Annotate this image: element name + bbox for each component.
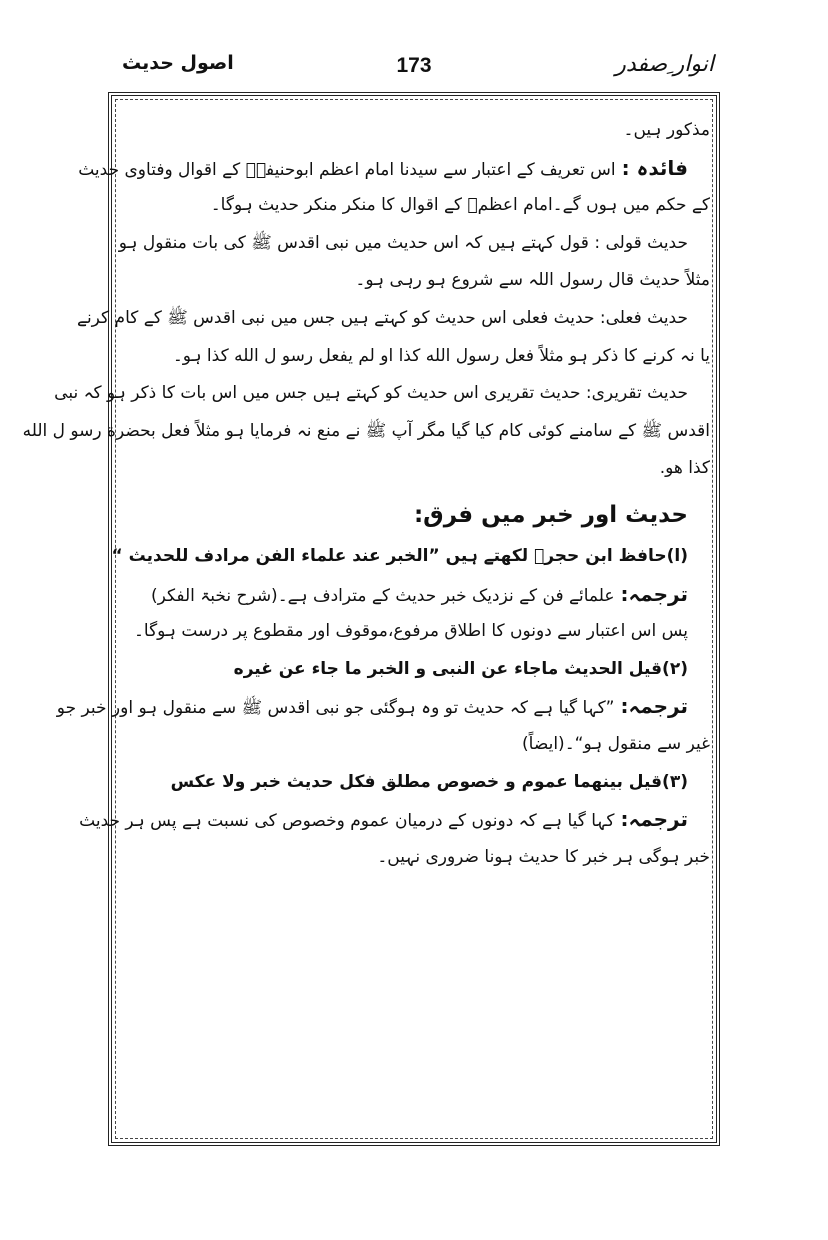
text-span: اس تعریف کے اعتبار سے سیدنا امام اعظم ابوحنیفہؒ کے اقوال وفتاوی حدیث (78, 159, 616, 180)
page-header (108, 52, 720, 86)
tarjuma-label: ترجمہ: (620, 581, 688, 606)
section-heading: حدیث اور خبر میں فرق: (413, 501, 688, 528)
text-line: مثلاً حدیث قال رسول اللہ سے شروع ہو رہی ہو۔ (355, 270, 710, 291)
text-span: کہا گیا ہے کہ دونوں کے درمیان عموم وخصوص کی نسبت ہے پس ہر حدیث (79, 811, 615, 832)
text-line: حدیث قولی : قول کہتے ہیں کہ اس حدیث میں نبی اقدس ﷺ کی بات منقول ہو (118, 232, 688, 253)
text-span: ”کہا گیا ہے کہ حدیث تو وہ ہوگئی جو نبی اقدس ﷺ سے منقول ہو اور خبر جو (56, 698, 615, 719)
page-body (22, 112, 710, 876)
text-line: مذکور ہیں۔ (623, 120, 710, 140)
section-title: اصول حدیث (122, 52, 234, 74)
text-line: (۳)قيل بينهما عموم و خصوص مطلق فكل حديث خبر ولا عكس (170, 771, 688, 792)
text-line: حدیث فعلی: حدیث فعلی اس حدیث کو کہتے ہیں جس میں نبی اقدس ﷺ کے کام کرنے (76, 307, 688, 328)
page-number: 173 (396, 54, 432, 77)
tarjuma-label: ترجمہ: (620, 807, 688, 832)
text-line (118, 576, 710, 614)
text-span: علمائے فن کے نزدیک خبر حدیث کے مترادف ہے۔(شرح نخبۃ الفکر) (150, 585, 615, 606)
text-line: اقدس ﷺ کے سامنے کوئی کام کیا گیا مگر آپ ﷺ نے منع نہ فرمایا ہو مثلاً فعل بحضرة رسو ل الله (22, 420, 710, 441)
text-line (78, 150, 710, 188)
text-line: کے حکم میں ہوں گے۔امام اعظمؒ کے اقوال کا منکر منکر حدیث ہوگا۔ (210, 195, 710, 216)
text-line (79, 801, 710, 839)
text-line: (ا)حافظ ابن حجرؒ لکھتے ہیں ”الخبر عند علماء الفن مرادف للحديث “ (111, 545, 688, 566)
text-line: یا نہ کرنے کا ذکر ہو مثلاً فعل رسول الله كذا او لم يفعل رسو ل الله كذا ہو۔ (172, 345, 710, 366)
fayda-label: فائدہ : (621, 155, 688, 180)
text-line: کذا ھو. (659, 458, 710, 479)
book-title: انوار ِصفدر (615, 52, 714, 77)
tarjuma-label: ترجمہ: (620, 694, 688, 719)
text-line: خبر ہوگی ہر خبر کا حدیث ہونا ضروری نہیں۔ (377, 846, 710, 867)
text-line: پس اس اعتبار سے دونوں کا اطلاق مرفوع،موقوف اور مقطوع پر درست ہوگا۔ (133, 621, 688, 642)
text-line (56, 688, 710, 726)
text-line: (۲)قيل الحديث ماجاء عن النبى و الخبر ما جاء عن غيره (233, 658, 688, 679)
text-line: حدیث تقریری: حدیث تقریری اس حدیث کو کہتے ہیں جس میں اس بات کا ذکر ہو کہ نبی (54, 383, 688, 404)
text-line: غیر سے منقول ہو“۔(ایضاً) (522, 733, 710, 754)
